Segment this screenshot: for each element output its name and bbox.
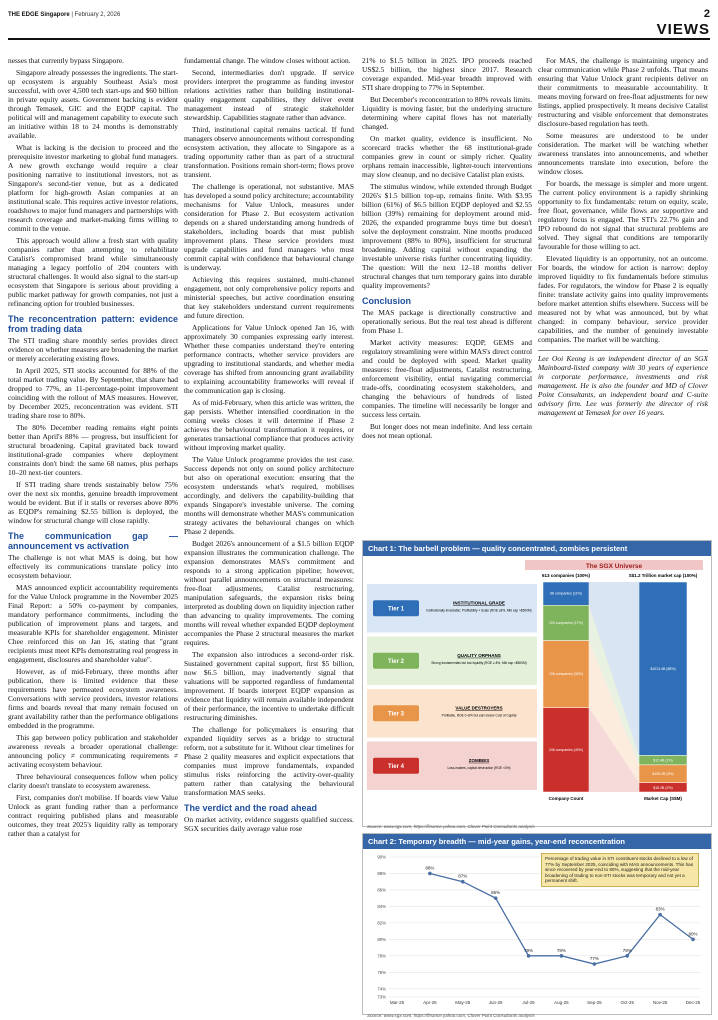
subheading-verdict: The verdict and the road ahead bbox=[184, 803, 318, 813]
data-label: 83% bbox=[655, 906, 665, 912]
x-tick-label: Oct-25 bbox=[620, 1000, 634, 1005]
cap-label: $12.4B (1%) bbox=[653, 758, 673, 763]
paragraph: The STI trading share monthly series provides direct evidence on whether measures are broadening the market or merely accelerating existing flows. bbox=[8, 336, 178, 363]
paragraph: fundamental change. The window closes without action. bbox=[184, 56, 351, 65]
x-tick-label: May-25 bbox=[455, 1000, 471, 1005]
paragraph: The Value Unlock programme provides the test case. Success depends not only on sound policy architecture but also on operational execution: ensuring that the ecosystem understands what's required, mobilises accordingly, and delivers the capability-building that expands Singapore's investable universe. The coming months will demonstrate whether MAS's communication strategy activates the behavioural changes on which Phase 2 depends. bbox=[184, 455, 354, 536]
data-point bbox=[625, 954, 629, 958]
paragraph: The challenge is operational, not substantive. MAS has developed a sound policy architecture; accountability mechanisms for Value Unlock, measures under consideration for Phase 2. But ecosystem activation depends on a shared understanding among hundreds of stakeholders, including boards that must publish improvement plans. These service providers must upgrade capabilities and fund managers who must commit capital with confidence that behavioural change is underway. bbox=[184, 182, 354, 272]
subheading-conclusion: Conclusion bbox=[362, 296, 411, 306]
col1c-paragraphs bbox=[8, 553, 178, 838]
paragraph: Second, intermediaries don't upgrade. If service providers interpret the programme as funding investor relations activities rather than building institutional-quality engagement capabilities, they deliver event management instead of strategic stakeholder stewardship. Capabilities stagnate rather than advance. bbox=[184, 68, 354, 122]
data-label: 85% bbox=[491, 890, 501, 896]
col4-paragraphs bbox=[538, 56, 708, 344]
data-point bbox=[691, 938, 695, 942]
tier-name: Tier 1 bbox=[388, 606, 404, 613]
tier-name: Tier 4 bbox=[388, 763, 404, 770]
tier-desc: Profitable, ROE 0–8% but earn below Cost of Capital bbox=[441, 713, 517, 718]
y-tick-label: 82% bbox=[377, 920, 386, 926]
data-label: 78% bbox=[556, 947, 566, 953]
paragraph: The challenge is not what MAS is doing, but how effectively its communications translate policy into ecosystem behaviour. bbox=[8, 553, 178, 580]
page-number: 2 bbox=[703, 8, 710, 20]
y-tick-label: 73% bbox=[377, 994, 386, 1000]
subheading-communication-gap: The communication gap — announcement vs activation bbox=[8, 531, 178, 551]
chart-2-svg bbox=[363, 849, 709, 1007]
cap-footer: Market Cap (S$M) bbox=[644, 796, 682, 801]
col2-paragraphs bbox=[184, 56, 354, 797]
chart-2-temporary-breadth bbox=[362, 833, 712, 1018]
subheading-reconcentration: The reconcentration pattern: evidence from trading data bbox=[8, 314, 178, 334]
column-2 bbox=[184, 56, 354, 1011]
paragraph: The MAS package is directionally constructive and operationally serious. But the real test ahead is different from Phase 1. bbox=[362, 308, 532, 335]
paragraph: Achieving this requires sustained, multi-channel engagement, not only comprehensive policy reports and ministerial speeches, but active coordination ensuring that key stakeholders understand current requirements and future direction. bbox=[184, 275, 354, 320]
count-label: 246 companies (40%) bbox=[548, 747, 584, 752]
paragraph: As of mid-February, when this article was written, the gap persists. Whether intensified coordination in the coming weeks closes it will determine if Phase 2 achieves the behavioural transformation it requires, or generates transactional compliance that produces activity without improving market quality. bbox=[184, 398, 354, 452]
universe-label: The SGX Universe bbox=[585, 563, 643, 570]
y-tick-label: 88% bbox=[377, 870, 386, 876]
count-label: 103 companies (17%) bbox=[548, 620, 584, 625]
cap-label: $105.2B (9%) bbox=[652, 772, 674, 777]
paragraph: Elevated liquidity is an opportunity, not an outcome. For boards, the window for action is narrow: deploy improved liquidity to fix fundamentals before stimulus fades. For regulators, the window for Phase 2 is equally finite: translate activity gains into quality improvements before market attention shifts elsewhere. Success will be measured not by what was announced, but by what changed: in company behaviour, service provider capabilities, and the number of genuinely investable companies. The market will be watching. bbox=[538, 254, 708, 344]
x-tick-label: Dec-25 bbox=[685, 1000, 701, 1005]
col2b-paragraphs bbox=[184, 815, 354, 833]
tier-desc: Strong fundamentals but low liquidity (ROE ≥ 8%, Mkt cap <$500M) bbox=[431, 660, 527, 665]
col3b-paragraphs bbox=[362, 308, 532, 440]
tier-title: INSTITUTIONAL GRADE bbox=[453, 600, 505, 606]
annotation-text: Percentage of trading value in STI constituent stocks declined to a low of 77% by September 2025, coinciding with MAS announcements. This has since recovered by year-end to 80%, suggesting that the mid-year broadening of trading to non-STI stocks was temporary and not yet a permanent shift. bbox=[541, 853, 699, 887]
data-label: 80% bbox=[688, 931, 698, 937]
paragraph: If STI trading share trends sustainably below 75% over the next six months, genuine breadth improvement would be evident. But if it stalls or reverses above 80% as EQDP's remaining $2.55 billion is deployed, the window for structural change will close rapidly. bbox=[8, 480, 178, 525]
header-rule bbox=[8, 38, 710, 40]
tier-desc: Institutionally investable; Profitability + Scale (ROE ≥8%, Mkt cap >$500M) bbox=[426, 608, 532, 613]
chart-1-barbell bbox=[362, 540, 712, 827]
data-point bbox=[527, 954, 531, 958]
paragraph: This approach would allow a fresh start with quality companies rather than attempting to rehabilitate Catalist's compromised brand while simultaneously managing a legacy portfolio of 204 counters with structural challenges. It would also signal to the start-up ecosystem that Singapore is serious about providing a public market pathway for growth companies, not just a refinancing option for troubled businesses. bbox=[8, 236, 178, 308]
paragraph: On market activity, evidence suggests qualified success. SGX securities daily average value rose bbox=[184, 815, 354, 833]
count-label: 68 companies (11%) bbox=[550, 591, 582, 596]
paragraph: Three behavioural consequences follow when policy clarity doesn't translate to ecosystem awareness. bbox=[8, 772, 178, 790]
col1b-paragraphs bbox=[8, 336, 178, 525]
paragraph: Singapore already possesses the ingredients. The start-up ecosystem is arguably Southeast Asia's most successful, with over 4,500 tech start-ups and $60 billion in private equity assets. Government backing is evident through Temasek, GIC and the EQDP capital. The political will and management capability to execute such an initiative within 18 to 24 months is demonstrably available. bbox=[8, 68, 178, 140]
paragraph: 21% to $1.5 billion in 2025. IPO proceeds reached US$2.5 billion, the highest since 2017. Research coverage expanded. Mid-year breadth improved with STI share dropping to 77% in September. bbox=[362, 56, 532, 92]
data-label: 88% bbox=[425, 865, 435, 871]
data-label: 78% bbox=[622, 947, 632, 953]
x-tick-label: Jun-25 bbox=[488, 1000, 503, 1005]
paragraph: Third, institutional capital remains tactical. If fund managers observe announcements without corresponding ecosystem activation, they allocate to Singapore as a trading opportunity rather than as part of a structural transformation. Positions remain short-term; flows prove transient. bbox=[184, 125, 354, 179]
y-tick-label: 76% bbox=[377, 969, 386, 975]
cap-header: S$1.2 Trillion market cap (100%) bbox=[628, 573, 698, 578]
chart-1-title: Chart 1: The barbell problem — quality concentrated, zombies persistent bbox=[363, 541, 711, 556]
x-tick-label: Sep-25 bbox=[587, 1000, 602, 1005]
y-tick-label: 90% bbox=[377, 854, 386, 860]
annotation-box bbox=[541, 853, 699, 899]
paragraph: First, companies don't mobilise. If boards view Value Unlock as grant funding rather than a performance contract requiring published plans and measurable outcomes, they treat 2025's liquidity rally as temporary rather than a catalyst for bbox=[8, 793, 178, 838]
chart-2-source: Source: www.sgx.com, https://finance.yahoo.com, Clover Point Consultants analysis bbox=[367, 1013, 535, 1018]
tier-title: VALUE DESTROYERS bbox=[455, 705, 503, 711]
data-point bbox=[593, 962, 597, 966]
y-tick-label: 86% bbox=[377, 887, 386, 893]
tier-name: Tier 2 bbox=[388, 658, 404, 665]
cap-label: $1013.4B (88%) bbox=[650, 667, 676, 672]
paragraph: However, as of mid-February, three months after publication, there is limited evidence that these requirements have permeated ecosystem awareness. Conversations with service providers, investor relations firms and boards reveal that many remain focused on grant availability rather than the performance obligations embedded in the programme. bbox=[8, 667, 178, 730]
y-tick-label: 74% bbox=[377, 986, 386, 992]
column-4 bbox=[538, 56, 708, 536]
paragraph: What is lacking is the decision to proceed and the prerequisite investor marketing to global fund managers. A new growth exchange would require a clear positioning narrative to institutional investors, not as Singapore's second-tier venue, but as a dedicated platform for high-growth Asian companies at an institutional scale. This requires active investor relations, roadshows to major fund managers and partnerships with research coverage and market-making firms willing to commit to the venue. bbox=[8, 143, 178, 233]
column-3 bbox=[362, 56, 532, 536]
paragraph: For boards, the message is simpler and more urgent. The current policy environment is a rapidly shrinking opportunity to fix fundamentals: return on equity, scale, free float, governance, while flows are supportive and regulatory focus is engaged. The STI's 22.7% gain and IPO rebound do not signal that structural problems are solved. They signal that conditions are temporarily favourable for those willing to act. bbox=[538, 179, 708, 251]
col3-paragraphs bbox=[362, 56, 532, 290]
x-tick-label: Aug-25 bbox=[554, 1000, 569, 1005]
paragraph: Applications for Value Unlock opened Jan 16, with approximately 30 companies expressing early interest. Whether these companies understand they're entering performance contracts, whether service providers are upgrading to institutional standards, and whether media coverage has shifted from announcing grant availability to explaining accountability frameworks will reveal if the communication gap is closing. bbox=[184, 323, 354, 395]
data-label: 78% bbox=[524, 947, 534, 953]
paragraph: This gap between policy publication and stakeholder awareness reveals a broader operational challenge: announcing policy ≠ communicating requirements ≠ activating ecosystem behaviour. bbox=[8, 733, 178, 769]
x-tick-label: Mar-25 bbox=[389, 1000, 405, 1005]
data-label: 77% bbox=[589, 956, 599, 962]
tier-desc: Loss-makers, capital destruction (ROE <0%) bbox=[447, 765, 511, 770]
data-point bbox=[494, 896, 498, 900]
paragraph: MAS announced explicit accountability requirements for the Value Unlock programme in the November 2025 Final Report: a 50% co-payment by companies, mandatory performance commitments, including the publication of improvement plans and targets, and measurable KPIs for shareholder engagement. Minister Chee reinforced this on Jan 16, stating that "grant recipients must meet KPIs demonstrating real progress in engagement, disclosures and shareholder value". bbox=[8, 583, 178, 664]
chart-2-title: Chart 2: Temporary breadth — mid-year gains, year-end reconcentration bbox=[363, 834, 711, 849]
data-point bbox=[461, 880, 465, 884]
chart-1-source: Source: www.sgx.com, https://finance.yahoo.com, Clover Point Consultants analysis bbox=[367, 824, 535, 829]
paragraph: Budget 2026's announcement of a $1.5 billion EQDP expansion illustrates the communication challenge. The expansion demonstrates MAS's commitment and responds to a strong application pipeline; however, without parallel announcements on structural measures: free-float adjustments, Catalist restructuring, manipulation safeguards, the expansion risks being interpreted as doubling down on liquidity injection rather than advancing to quality improvements. The coming months will reveal whether expanded EQDP deployment accompanies the Phase 2 structural measures the market requires. bbox=[184, 539, 354, 647]
count-footer: Company Count bbox=[548, 796, 584, 801]
paragraph: nesses that currently bypass Singapore. bbox=[8, 56, 124, 65]
paragraph: The 80% December reading remains eight points better than April's 88% — progress, but insufficient for structural broadening. Capital gravitated back toward institutional-grade companies where deployment constraints don't bind: the same 68 names, plus perhaps 10–20 next-tier counters. bbox=[8, 423, 178, 477]
paragraph: In April 2025, STI stocks accounted for 88% of the total market trading value. By September, that share had dropped to 77%, an 11-percentage-point improvement coinciding with the rollout of MAS measures. However, by December 2025, reconcentration was evident. STI trading share rose to 80%. bbox=[8, 366, 178, 420]
tier-name: Tier 3 bbox=[388, 711, 404, 718]
column-1 bbox=[8, 56, 178, 1011]
paragraph: The stimulus window, while extended through Budget 2026's $1.5 billion top-up, remains finite. With $3.95 billion (61%) of $6.5 billion EQDP deployed and $2.55 billion (39%) remaining for deployment around mid-2026, the expanded programme buys time but doesn't solve the deployment constraint. Nine months produced improvement (88% to 80%), insufficient for structural broadening. Adding capital without expanding the investable universe risks further concentrating liquidity. The question: Will the next 12–18 months deliver structural changes that turn temporary gains into durable quality improvements? bbox=[362, 182, 532, 290]
x-tick-label: Jul-25 bbox=[522, 1000, 535, 1005]
author-bio: Lee Ooi Keong is an independent director of an SGX Mainboard-listed company with 30 years of experience in corporate performance, investments and risk management. He is also the founder and MD of Clover Point Consultants, an independent board and C-suite advisory firm. Lee was formerly the director of risk management at Temasek for over 16 years. bbox=[538, 350, 708, 417]
y-tick-label: 80% bbox=[377, 936, 386, 942]
count-header: 613 companies (100%) bbox=[541, 573, 591, 578]
x-tick-label: Apr-25 bbox=[423, 1000, 437, 1005]
paragraph: But longer does not mean indefinite. And less certain does not mean optional. bbox=[362, 422, 532, 440]
cap-label: $18.2B (2%) bbox=[653, 785, 673, 790]
paragraph: But December's reconcentration to 80% reveals limits. Liquidity is moving faster, but the underlying structure determining where capital flows has not materially changed. bbox=[362, 95, 532, 131]
data-point bbox=[560, 954, 564, 958]
tier-title: ZOMBIES bbox=[468, 757, 490, 763]
chart-1-svg bbox=[363, 556, 709, 818]
y-tick-label: 78% bbox=[377, 953, 386, 959]
data-point bbox=[428, 872, 432, 876]
tier-title: QUALITY ORPHANS bbox=[457, 652, 501, 658]
paragraph: On market quality, evidence is insufficient. No scorecard tracks whether the 68 institutional-grade companies grew in count or simply richer. Quality orphans remain inaccessible, lighter-touch interventions may slow cleanup, and no decisive Catalist plan exists. bbox=[362, 134, 532, 179]
masthead: THE EDGE Singapore | February 2, 2026 bbox=[8, 12, 121, 18]
data-label: 87% bbox=[458, 873, 468, 879]
page-header bbox=[8, 6, 710, 38]
paragraph: The expansion also introduces a second-order risk. Sustained government capital support, first $5 billion, now $6.5 billion, may inadvertently signal that valuations will be supported regardless of fundamental improvement. If boards interpret EQDP expansion as evidence that liquidity will remain available independent of their performance, the incentive to undertake difficult restructuring diminishes. bbox=[184, 650, 354, 722]
data-point bbox=[658, 913, 662, 917]
x-tick-label: Nov-25 bbox=[652, 1000, 668, 1005]
paragraph: For MAS, the challenge is maintaining urgency and clear communication while Phase 2 unfolds. That means ensuring that Value Unlock grant recipients deliver on their commitments to measurable accountability. It means moving forward on free-float adjustments for new listings, applied prospectively. It means decisive Catalist restructuring and visible enforcement that demonstrates disclosure-based regulation has teeth. bbox=[538, 56, 708, 128]
section-title: VIEWS bbox=[656, 21, 710, 38]
paragraph: Some measures are understood to be under consideration. The market will be watching whether awareness translates into announcements, and whether announcements translate into execution, before the window closes. bbox=[538, 131, 708, 176]
paragraph: The challenge for policymakers is ensuring that expanded liquidity serves as a bridge to structural reform, not a substitute for it. Without clear timelines for Phase 2 quality measures and explicit expectations that companies must improve fundamentals, expanded stimulus risks reinforcing the activity-over-quality pattern rather than catalysing the behavioural transformation MAS seeks. bbox=[184, 725, 354, 797]
count-label: 196 companies (32%) bbox=[548, 672, 584, 677]
paragraph: Market activity measures: EQDP, GEMS and regulatory streamlining were within MAS's direct control and could be deployed with speed. Market quality measures: free-float adjustments, Catalist restructuring, enforcement visibility, ential navigating commercial trade-offs, coordinating ecosystem stakeholders, and changing the behaviours of hundreds of listed companies. The timeline will necessarily be longer and success less certain. bbox=[362, 338, 532, 419]
col1-paragraphs bbox=[8, 56, 178, 308]
y-tick-label: 84% bbox=[377, 903, 386, 909]
